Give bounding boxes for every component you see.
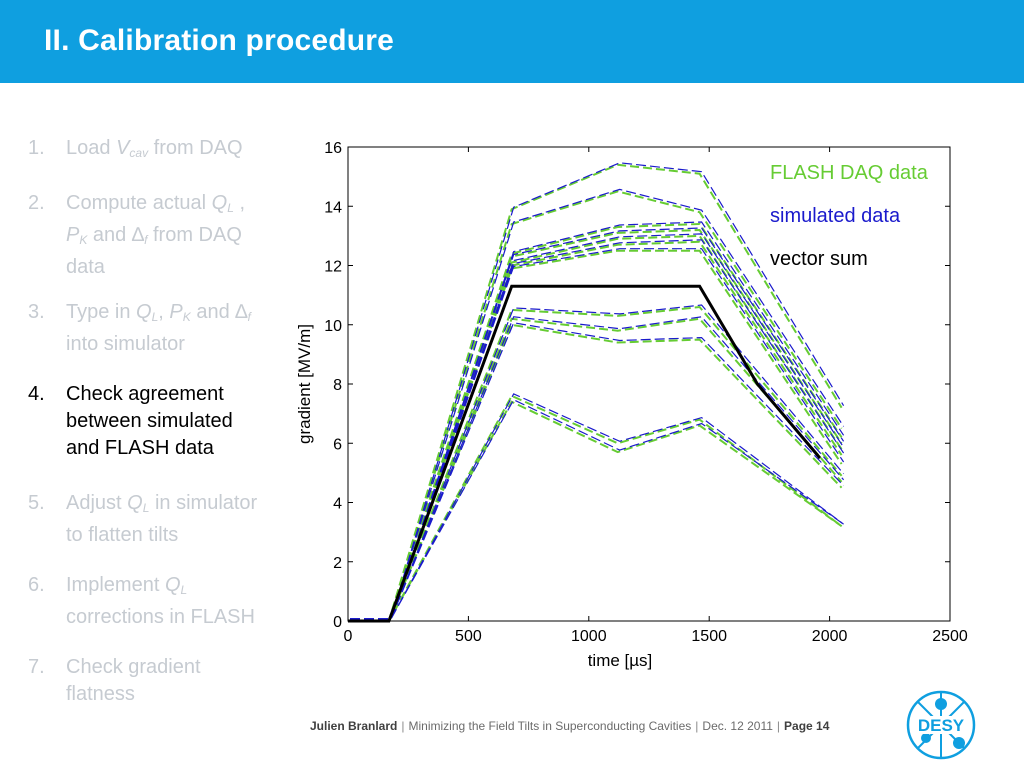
x-tick-label: 1000 bbox=[571, 628, 607, 645]
step-text: Implement $Q_L$ corrections in FLASH bbox=[66, 574, 255, 628]
y-tick-label: 14 bbox=[324, 199, 342, 217]
step-number: 7. bbox=[28, 656, 45, 678]
step-text: Adjust $Q_L$ in simulator to flatten tilts bbox=[66, 492, 258, 546]
step-number: 6. bbox=[28, 574, 45, 596]
step-number: 1. bbox=[28, 137, 45, 159]
step-number: 4. bbox=[28, 383, 45, 405]
x-tick-label: 0 bbox=[343, 628, 353, 645]
x-tick-label: 500 bbox=[455, 628, 482, 645]
x-tick-label: 1500 bbox=[691, 628, 727, 645]
step-number: 5. bbox=[28, 492, 45, 514]
page-title: II. Calibration procedure bbox=[44, 24, 395, 57]
step-text: Type in $Q_L$, $P_K$ and $\Delta_f$ into simulator bbox=[66, 301, 251, 355]
y-tick-label: 4 bbox=[333, 495, 342, 513]
y-tick-label: 12 bbox=[324, 258, 342, 276]
desy-logo bbox=[902, 686, 980, 764]
footer-date: Dec. 12 2011 bbox=[702, 719, 773, 733]
footer-page: Page 14 bbox=[784, 719, 830, 733]
legend-vector-sum: vector sum bbox=[770, 248, 868, 270]
step-text: Compute actual $Q_L$ , $P_K$ and $\Delta_f$ from DAQ data bbox=[66, 192, 246, 278]
step-text: Check agreement between simulated and FLASH data bbox=[66, 383, 233, 459]
y-tick-label: 0 bbox=[333, 614, 342, 631]
y-tick-label: 10 bbox=[324, 317, 342, 335]
x-tick-label: 2500 bbox=[932, 628, 968, 645]
x-tick-label: 2000 bbox=[811, 628, 848, 645]
header-bar bbox=[0, 0, 1024, 83]
footer-title: Minimizing the Field Tilts in Superconducting Cavities bbox=[408, 719, 692, 733]
step-text: Load $V_{cav}$ from DAQ bbox=[66, 137, 243, 160]
legend-flash-daq: FLASH DAQ data bbox=[770, 162, 928, 184]
footer: Julien Branlard | Minimizing the Field Tilts in Superconducting Cavities | Dec. 12 2011 | Page 14 bbox=[310, 719, 830, 733]
footer-author: Julien Branlard bbox=[310, 719, 398, 733]
y-tick-label: 2 bbox=[333, 554, 342, 572]
step-text: Check gradient flatness bbox=[66, 656, 201, 705]
y-tick-label: 16 bbox=[324, 140, 342, 157]
gradient-time-chart bbox=[290, 128, 990, 688]
logo-text: DESY bbox=[917, 716, 965, 735]
y-tick-label: 6 bbox=[333, 436, 342, 454]
legend-simulated: simulated data bbox=[770, 205, 901, 227]
step-number: 3. bbox=[28, 301, 45, 323]
step-number: 2. bbox=[28, 192, 45, 214]
y-tick-label: 8 bbox=[333, 377, 342, 394]
x-axis-label: time [µs] bbox=[587, 651, 653, 670]
y-axis-label: gradient [MV/m] bbox=[295, 324, 314, 444]
